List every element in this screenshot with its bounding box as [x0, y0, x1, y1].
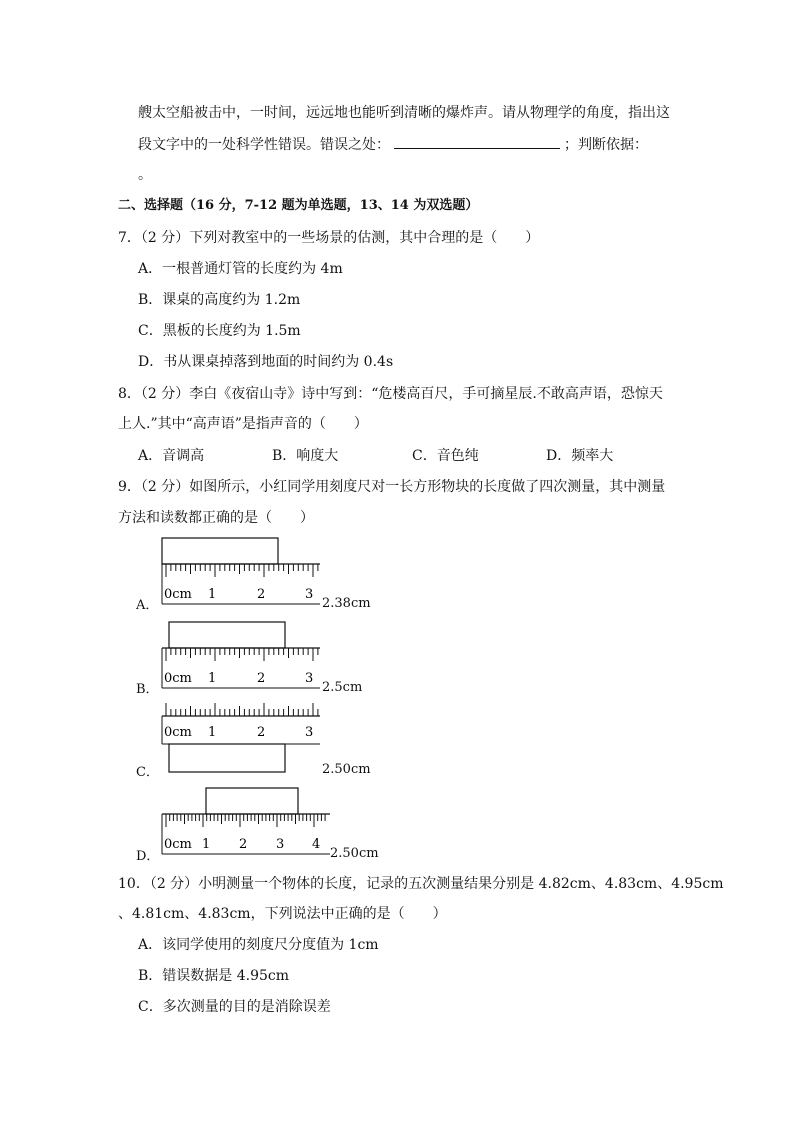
tick-label: 0cm: [164, 587, 192, 602]
q7-stem: 7．（2 分）下列对教室中的一些场景的估测，其中合理的是（ ）: [118, 230, 540, 246]
tick-label: 1: [202, 837, 211, 852]
q8-stem-line-1: 8．（2 分）李白《夜宿山寺》诗中写到：“危楼高百尺，手可摘星辰.不敢高声语，恐惊天: [118, 386, 663, 402]
tick-label: 2: [257, 587, 266, 602]
q9-option-b-letter: B．: [136, 682, 159, 697]
intro-line-2-suffix: ；判断依据：: [564, 137, 648, 153]
section-2-heading: 二、选择题（16 分，7-12 题为单选题，13、14 为双选题）: [118, 198, 479, 213]
q7-option-a[interactable]: A．一根普通灯管的长度约为 4m: [138, 261, 343, 277]
q10-option-a[interactable]: A．该同学使用的刻度尺分度值为 1cm: [138, 937, 379, 953]
answer-blank-error[interactable]: [394, 134, 560, 149]
q8-option-b[interactable]: B．响度大: [272, 448, 339, 464]
intro-line-2: [138, 134, 648, 155]
tick-label: 2: [239, 837, 248, 852]
q9-stem-line-1: 9．（2 分）如图所示，小红同学用刻度尺对一长方形物块的长度做了四次测量，其中测量: [118, 479, 666, 495]
ruler-figure-b: [150, 620, 340, 694]
tick-label: 0cm: [164, 837, 192, 852]
q8-stem-line-2: 上人.”其中“高声语”是指声音的（ ）: [118, 416, 368, 432]
tick-label: 2: [257, 725, 266, 740]
tick-label: 0cm: [164, 725, 192, 740]
block-d: [206, 788, 298, 814]
q10-option-b[interactable]: B．错误数据是 4.95cm: [138, 968, 290, 984]
q8-option-a[interactable]: A．音调高: [138, 448, 205, 464]
tick-label: 3: [305, 671, 314, 686]
tick-label: 1: [208, 671, 217, 686]
q8-option-c[interactable]: C．音色纯: [412, 448, 479, 464]
ruler-figure-c: [150, 702, 340, 778]
block-b: [169, 622, 285, 648]
block-c: [169, 744, 285, 772]
q9-option-d-letter: D．: [136, 849, 160, 864]
tick-label: 4: [312, 837, 321, 852]
ruler-figure-d: [150, 786, 340, 860]
q9-option-a-reading: 2.38cm: [322, 596, 371, 611]
tick-label: 1: [208, 725, 217, 740]
q7-option-d[interactable]: D．书从课桌掉落到地面的时间约为 0.4s: [138, 354, 394, 370]
tick-label: 1: [208, 587, 217, 602]
tick-label: 2: [257, 671, 266, 686]
intro-line-3: 。: [138, 167, 152, 183]
q9-option-b-reading: 2.5cm: [322, 680, 363, 695]
ruler-figure-a: [150, 536, 340, 610]
tick-label: 0cm: [164, 671, 192, 686]
q7-option-b[interactable]: B．课桌的高度约为 1.2m: [138, 292, 301, 308]
q9-option-c-letter: C．: [136, 765, 159, 780]
q9-stem-line-2: 方法和读数都正确的是（ ）: [118, 510, 314, 526]
q9-option-d-reading: 2.50cm: [330, 846, 379, 861]
block-a: [162, 538, 278, 564]
q7-option-c[interactable]: C．黑板的长度约为 1.5m: [138, 323, 301, 339]
q9-option-c-reading: 2.50cm: [322, 762, 371, 777]
q10-option-c[interactable]: C．多次测量的目的是消除误差: [138, 999, 331, 1015]
q10-stem-line-1: 10．（2 分）小明测量一个物体的长度，记录的五次测量结果分别是 4.82cm、4.83cm、4.95cm: [118, 876, 724, 892]
tick-label: 3: [305, 725, 314, 740]
tick-label: 3: [276, 837, 285, 852]
q9-option-a-letter: A．: [136, 598, 159, 613]
q10-stem-line-2: 、4.81cm、4.83cm，下列说法中正确的是（ ）: [118, 906, 447, 922]
intro-line-1: 艘太空船被击中，一时间，远远地也能听到清晰的爆炸声。请从物理学的角度，指出这: [138, 105, 670, 121]
intro-line-2-prefix: 段文字中的一处科学性错误。错误之处：: [138, 137, 390, 153]
tick-label: 3: [305, 587, 314, 602]
q8-option-d[interactable]: D．频率大: [546, 448, 614, 464]
